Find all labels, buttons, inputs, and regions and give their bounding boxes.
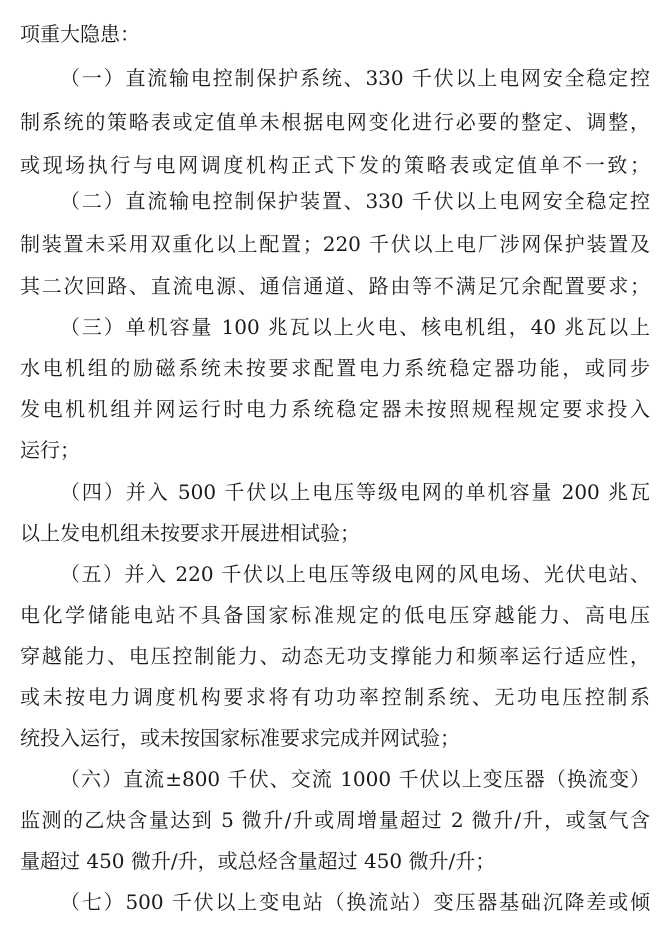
text-line-1: 项重大隐患： bbox=[20, 22, 140, 46]
text-line-4: 或现场执行与电网调度机构正式下发的策略表或定值单不一致； bbox=[20, 153, 650, 177]
text-line-22: （七）500 千伏以上变电站（换流站）变压器基础沉降差或倾 bbox=[60, 890, 650, 914]
text-line-6: 制装置未采用双重化以上配置；220 千伏以上电厂涉网保护装置及 bbox=[20, 232, 650, 256]
text-line-14: （五）并入 220 千伏以上电压等级电网的风电场、光伏电站、 bbox=[60, 562, 650, 586]
text-line-19: （六）直流±800 千伏、交流 1000 千伏以上变压器（换流变） bbox=[60, 767, 650, 791]
text-line-5: （二）直流输电控制保护装置、330 千伏以上电网安全稳定控 bbox=[60, 189, 650, 213]
text-line-16: 穿越能力、电压控制能力、动态无功支撑能力和频率运行适应性， bbox=[20, 644, 650, 668]
text-line-3: 制系统的策略表或定值单未根据电网变化进行必要的整定、调整， bbox=[20, 110, 650, 134]
text-line-11: 运行； bbox=[20, 438, 80, 462]
text-line-12: （四）并入 500 千伏以上电压等级电网的单机容量 200 兆瓦 bbox=[60, 480, 650, 504]
text-line-10: 发电机机组并网运行时电力系统稳定器未按照规程规定要求投入 bbox=[20, 397, 650, 421]
text-line-8: （三）单机容量 100 兆瓦以上火电、核电机组，40 兆瓦以上 bbox=[60, 315, 650, 339]
text-line-7: 其二次回路、直流电源、通信通道、路由等不满足冗余配置要求； bbox=[20, 274, 650, 298]
text-line-15: 电化学储能电站不具备国家标准规定的低电压穿越能力、高电压 bbox=[20, 603, 650, 627]
text-line-13: 以上发电机组未按要求开展进相试验； bbox=[20, 521, 360, 545]
text-line-18: 统投入运行，或未按国家标准要求完成并网试验； bbox=[20, 726, 460, 750]
text-line-9: 水电机组的励磁系统未按要求配置电力系统稳定器功能，或同步 bbox=[20, 356, 650, 380]
text-line-2: （一）直流输电控制保护系统、330 千伏以上电网安全稳定控 bbox=[60, 66, 650, 90]
text-line-21: 量超过 450 微升/升，或总烃含量超过 450 微升/升； bbox=[20, 849, 496, 873]
text-line-17: 或未按电力调度机构要求将有功功率控制系统、无功电压控制系 bbox=[20, 685, 650, 709]
text-line-20: 监测的乙炔含量达到 5 微升/升或周增量超过 2 微升/升，或氢气含 bbox=[20, 808, 650, 832]
